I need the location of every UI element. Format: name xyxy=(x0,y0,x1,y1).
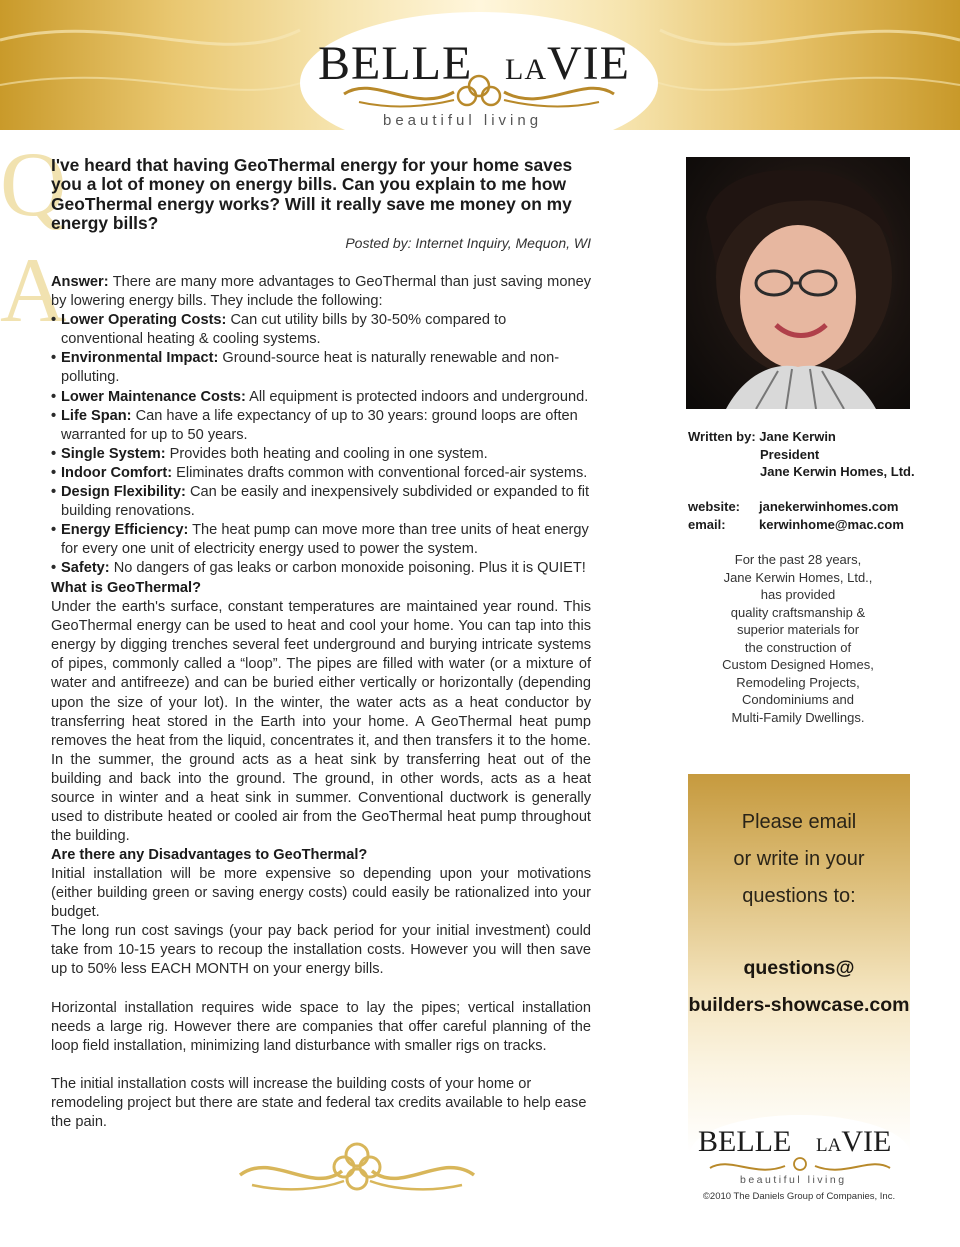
about-line: Condominiums and xyxy=(741,692,854,707)
footer-logo-tagline: beautiful living xyxy=(740,1174,847,1186)
bullet-text: All equipment is protected indoors and underground. xyxy=(245,388,589,405)
author-title: President xyxy=(760,446,820,462)
advantages-list xyxy=(51,311,591,578)
initial-costs-paragraph: The initial installation costs will increase the building costs of your home or remodeling project but there are state and federal tax credits available to help ease the pain. xyxy=(51,1076,587,1131)
copyright-text: ©2010 The Daniels Group of Companies, Inc. xyxy=(702,1191,896,1202)
what-is-body: Under the earth's surface, constant temperatures are maintained year round. This GeoThermal energy can be used to heat and cool your home. You can tap into this energy by digging trenches several feet underground and burying intricate systems of pipes, commonly called a “loop”. The pipes are filled with water (or a mixture of water and antifreeze) and can be buried either vertically or horizontally (depending upon the size of your lot). In the winter, the water acts as a heat conductor by transferring heat stored in the Earth into your home. A GeoThermal heat pump removes the heat from the liquid, concentrates it, and then transfers it to the home. In the summer, the ground acts as a heat sink by transferring heat out of the building and back into the ground. The ground, in other words, acts as a heat source in winter and a heat sink in summer. Conventional ductwork is generally used to distribute heated or cooled air from the GeoThermal heat pump throughout the building. xyxy=(51,599,591,845)
contact-info xyxy=(688,498,904,533)
list-item xyxy=(51,559,591,578)
logo-swirl-icon xyxy=(334,66,624,116)
answer-label: Answer: xyxy=(51,274,109,290)
horizontal-paragraph: Horizontal installation requires wide space to lay the pipes; vertical installation needs a large rig. However there are companies that offer careful planning of the loop field installation, minimizing land disturbance with smaller rigs on tracks. xyxy=(51,1000,591,1055)
bullet-text: No dangers of gas leaks or carbon monoxide poisoning. Plus it is QUIET! xyxy=(109,560,586,577)
answer-intro xyxy=(51,273,591,311)
what-is-heading: What is GeoThermal? xyxy=(51,580,202,596)
about-line: superior materials for xyxy=(736,622,860,637)
about-line: quality craftsmanship & xyxy=(730,604,866,620)
list-item xyxy=(51,464,591,483)
what-is-section xyxy=(51,579,591,846)
email-label: email: xyxy=(688,516,726,532)
callout-line: questions to: xyxy=(742,885,856,907)
bullet-text: Can be easily and inexpensively subdivided or expanded to fit building renovations. xyxy=(61,484,590,520)
list-item xyxy=(51,521,591,559)
callout-email-line1: questions@ xyxy=(743,957,855,979)
callout-line: Please email xyxy=(741,811,857,833)
email-link[interactable]: kerwinhome@mac.com xyxy=(759,516,904,532)
decorative-q: Q xyxy=(0,133,67,235)
bullet-text: Ground-source heat is naturally renewable and non-polluting. xyxy=(61,350,560,386)
disadvantages-heading: Are there any Disadvantages to GeoThermal? xyxy=(51,847,368,863)
about-line: has provided xyxy=(760,587,836,602)
bullet-term: Environmental Impact: xyxy=(61,350,219,367)
footer-logo-vie: VIE xyxy=(841,1125,892,1158)
about-line: For the past 28 years, xyxy=(734,552,862,567)
about-line: Multi-Family Dwellings. xyxy=(731,709,865,725)
footer-logo-la: LA xyxy=(816,1135,842,1156)
list-item xyxy=(51,388,591,407)
author-info xyxy=(688,428,915,481)
disadvantages-p1: Initial installation will be more expensive so depending upon your motivations (either building green or saving energy costs) could easily be rationalized into your budget. xyxy=(51,866,591,921)
logo-tagline: beautiful living xyxy=(383,112,543,129)
bullet-text: Can cut utility bills by 30-50% compared to conventional heating & cooling systems. xyxy=(61,312,507,348)
author-name: Jane Kerwin xyxy=(759,429,836,444)
bullet-term: Design Flexibility: xyxy=(61,484,186,501)
author-photo xyxy=(686,157,910,409)
bullet-text: Eliminates drafts common with conventional forced-air systems. xyxy=(172,464,588,481)
website-label: website: xyxy=(688,499,741,514)
callout-message xyxy=(688,804,910,915)
answer-intro-text: There are many more advantages to GeoThermal than just saving money by lowering energy bills. They include the following: xyxy=(51,274,591,310)
answer-section xyxy=(51,273,591,579)
list-item xyxy=(51,311,591,349)
portrait-illustration xyxy=(686,157,910,409)
author-company: Jane Kerwin Homes, Ltd. xyxy=(760,464,915,479)
bullet-term: Indoor Comfort: xyxy=(61,464,173,481)
bullet-term: Life Span: xyxy=(61,407,132,424)
list-item xyxy=(51,407,591,445)
bullet-term: Energy Efficiency: xyxy=(61,522,189,539)
bullet-term: Safety: xyxy=(61,560,110,577)
bullet-term: Lower Maintenance Costs: xyxy=(61,388,246,405)
list-item xyxy=(51,445,591,464)
company-about xyxy=(700,551,896,726)
bullet-text: Can have a life expectancy of up to 30 years: ground loops are often warranted for up to 50 years. xyxy=(61,407,578,443)
disadvantages-section xyxy=(51,846,591,922)
about-line: Remodeling Projects, xyxy=(736,674,860,690)
callout-email[interactable] xyxy=(688,950,910,1024)
logo-vie: VIE xyxy=(547,37,630,90)
about-line: Custom Designed Homes, xyxy=(722,657,874,672)
callout-email-line2: builders-showcase.com xyxy=(688,994,910,1016)
footer-logo-belle: BELLE xyxy=(698,1125,792,1158)
decorative-a: A xyxy=(0,239,67,341)
callout-line: or write in your xyxy=(733,848,865,870)
logo-la: LA xyxy=(505,53,547,86)
list-item xyxy=(51,349,591,387)
payback-paragraph: The long run cost savings (your pay back period for your initial investment) could take from 10-15 years to recoup the installation costs. However you will then save up to 50% less EACH MONTH on your energy bills. xyxy=(51,923,591,978)
bullet-term: Lower Operating Costs: xyxy=(61,312,227,329)
written-by-label: Written by: xyxy=(688,429,756,444)
bullet-term: Single System: xyxy=(61,445,166,462)
list-item xyxy=(51,483,591,521)
bullet-text: The heat pump can move more than tree units of heat energy for every one unit of electricity energy used to power the system. xyxy=(61,522,589,558)
website-link[interactable]: janekerwinhomes.com xyxy=(759,499,899,514)
question-heading: I've heard that having GeoThermal energy for your home saves you a lot of money on energy bills. Can you explain to me how GeoThermal energy works? Will it really save me money on my energy bills? xyxy=(51,155,573,234)
about-line: the construction of xyxy=(744,639,852,655)
bullet-text: Provides both heating and cooling in one system. xyxy=(165,445,488,462)
bottom-swirl-icon xyxy=(232,1133,482,1203)
logo-belle: BELLE xyxy=(318,37,473,90)
about-line: Jane Kerwin Homes, Ltd., xyxy=(723,569,873,585)
posted-by: Posted by: Internet Inquiry, Mequon, WI xyxy=(345,235,591,251)
